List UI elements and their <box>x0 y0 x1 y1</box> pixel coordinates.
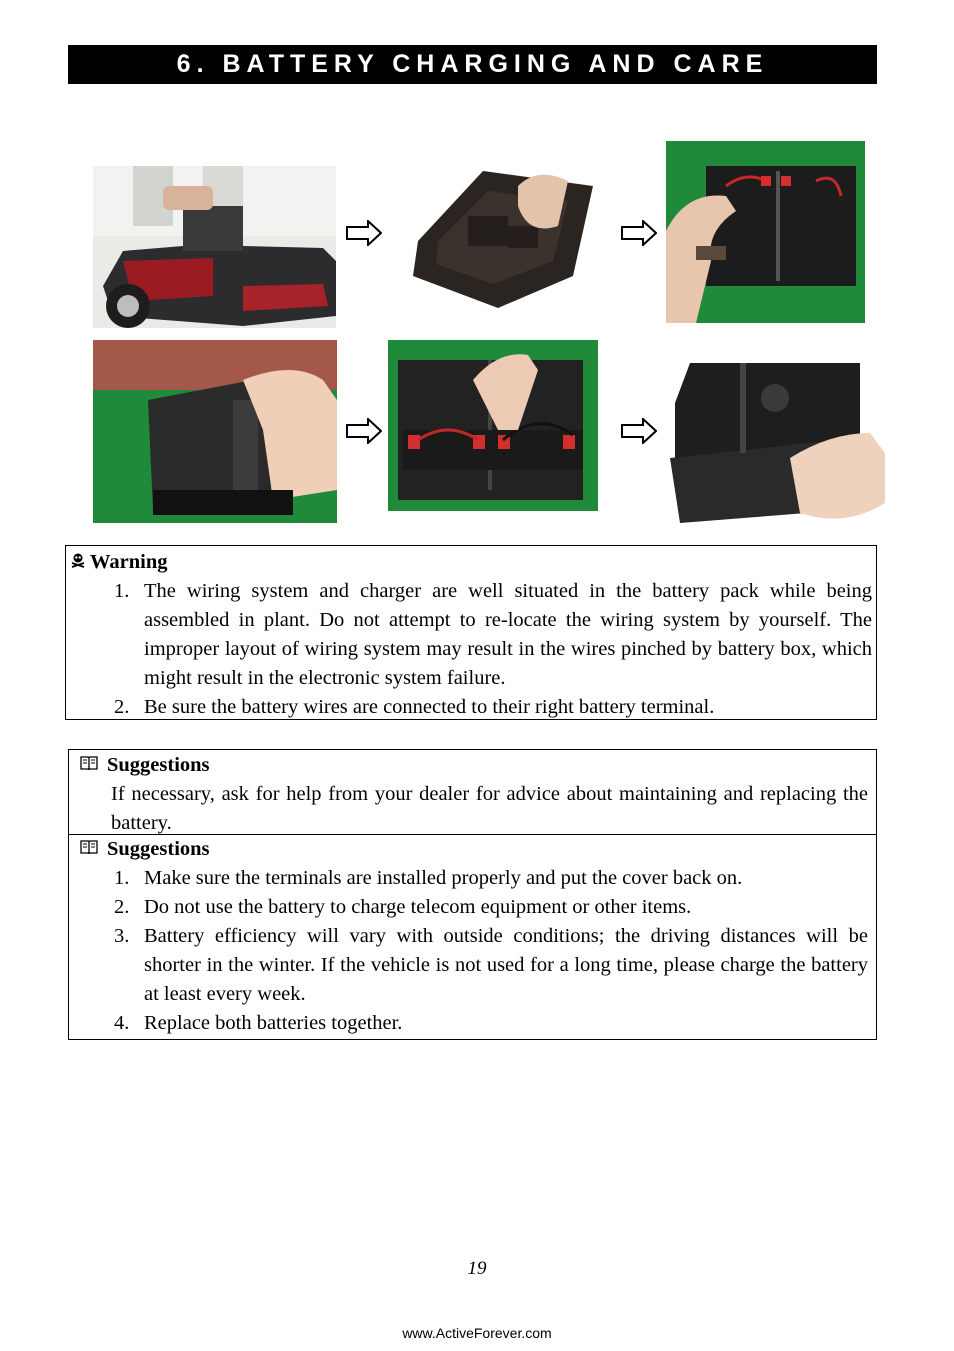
battery-insert-photo <box>93 340 337 523</box>
list-text: Be sure the battery wires are connected to their right battery terminal. <box>144 696 715 718</box>
list-item <box>114 922 868 1009</box>
list-text: Make sure the terminals are installed properly and put the cover back on. <box>144 867 743 889</box>
list-text: Battery efficiency will vary with outside conditions; the driving distances will be shorter in the winter. If the vehicle is not used for a long time, please charge the battery at least every week. <box>144 925 868 1005</box>
list-item <box>114 693 872 722</box>
list-number: 1. <box>114 580 130 602</box>
list-number: 2. <box>114 896 130 918</box>
section-title: 6. BATTERY CHARGING AND CARE <box>68 45 877 84</box>
book-icon <box>79 751 99 780</box>
suggestions-label: Suggestions <box>107 838 210 860</box>
warning-heading <box>70 548 872 577</box>
list-text: Do not use the battery to charge telecom equipment or other items. <box>144 896 692 918</box>
suggestions-heading <box>79 835 868 864</box>
list-text: Replace both batteries together. <box>144 1012 403 1034</box>
list-item <box>114 864 868 893</box>
arrow-right-icon <box>346 418 382 444</box>
warning-list <box>114 577 872 722</box>
list-item <box>114 893 868 922</box>
suggestions-section-2 <box>69 835 876 1038</box>
footer-url: www.ActiveForever.com <box>402 1325 552 1341</box>
suggestions-label: Suggestions <box>107 754 210 776</box>
page-number: 19 <box>467 1258 487 1279</box>
skull-crossbones-icon <box>70 548 86 577</box>
list-item <box>114 577 872 693</box>
suggestions-heading <box>79 751 868 780</box>
arrow-right-icon <box>621 220 657 246</box>
battery-terminal-photo <box>388 340 598 511</box>
arrow-right-icon <box>346 220 382 246</box>
warning-label: Warning <box>90 551 168 573</box>
scooter-photo <box>93 166 336 328</box>
warning-box <box>65 545 877 720</box>
suggestions-box <box>68 749 877 1040</box>
battery-wiring-photo <box>666 141 865 323</box>
suggestions-text: If necessary, ask for help from your dealer for advice about maintaining and replacing the battery. <box>111 783 868 834</box>
book-icon <box>79 835 99 864</box>
list-number: 4. <box>114 1012 130 1034</box>
battery-box-lid-photo <box>398 166 598 308</box>
list-text: The wiring system and charger are well situated in the battery pack while being assembled in plant. Do not attempt to re-locate the wiring system by yourself. The improper layout of wiring system may result in the wires pinched by battery box, which might result in the electronic system failure. <box>144 580 872 689</box>
list-number: 3. <box>114 925 130 947</box>
suggestions-section-1 <box>69 750 876 835</box>
battery-cover-photo <box>670 363 885 528</box>
arrow-right-icon <box>621 418 657 444</box>
suggestions-list <box>114 864 868 1038</box>
list-number: 1. <box>114 867 130 889</box>
list-number: 2. <box>114 696 130 718</box>
list-item <box>114 1009 868 1038</box>
